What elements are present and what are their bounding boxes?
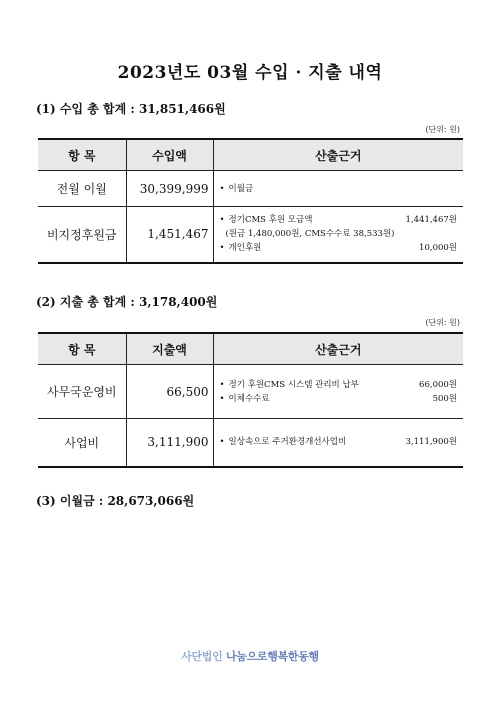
expense-col-item: 항 목 (38, 333, 126, 365)
table-row (38, 419, 463, 467)
basis-line: • 정기CMS 후원 모금액 1,441,467원 (219, 215, 457, 226)
org-prefix: 사단법인 (181, 650, 223, 663)
income-col-item: 항 목 (38, 139, 126, 171)
expense-basis-project (213, 419, 463, 467)
page-title: 2023년도 03월 수입 · 지출 내역 (117, 63, 383, 83)
organization-logo (0, 648, 500, 664)
basis-line: • 정기 후원CMS 시스템 관리비 납부 66,000원 (219, 379, 457, 390)
income-col-basis: 산출근거 (213, 139, 463, 171)
carryover-heading: (3) 이월금 : 28,673,066원 (36, 494, 195, 508)
table-row (38, 171, 463, 207)
income-basis-carryover (213, 171, 463, 207)
expense-unit-label: (단위: 원) (425, 318, 460, 327)
org-name: 나눔으로행복한동행 (225, 650, 319, 663)
expense-basis-office (213, 365, 463, 419)
income-unit-label: (단위: 원) (425, 125, 460, 134)
income-basis-donation (213, 207, 463, 263)
basis-line: (원금 1,480,000원, CMS수수료 38,533원) (225, 229, 395, 240)
income-item-carryover: 전월 이월 (38, 171, 126, 207)
table-row (38, 207, 463, 263)
expense-header-row (38, 333, 463, 365)
income-total-heading: (1) 수입 총 합계 : 31,851,466원 (36, 102, 226, 116)
basis-line: • 이체수수료 500원 (219, 393, 457, 404)
income-table (38, 138, 463, 264)
income-item-donation: 비지정후원금 (38, 207, 126, 263)
expense-col-amount: 지출액 (126, 333, 213, 365)
basis-line: • 이월금 (219, 183, 254, 194)
expense-amount-project: 3,111,900 (126, 419, 213, 467)
expense-item-office: 사무국운영비 (38, 365, 126, 419)
expense-item-project: 사업비 (38, 419, 126, 467)
income-amount-carryover: 30,399,999 (126, 171, 213, 207)
income-amount-donation: 1,451,467 (126, 207, 213, 263)
expense-col-basis: 산출근거 (213, 333, 463, 365)
expense-amount-office: 66,500 (126, 365, 213, 419)
table-row (38, 365, 463, 419)
basis-line: • 개인후원 10,000원 (219, 243, 457, 254)
expense-table (38, 332, 463, 468)
expense-total-heading: (2) 지출 총 합계 : 3,178,400원 (36, 295, 218, 309)
income-header-row (38, 139, 463, 171)
income-col-amount: 수입액 (126, 139, 213, 171)
basis-line: • 일상속으로 주거환경개선사업비 3,111,900원 (219, 437, 457, 448)
